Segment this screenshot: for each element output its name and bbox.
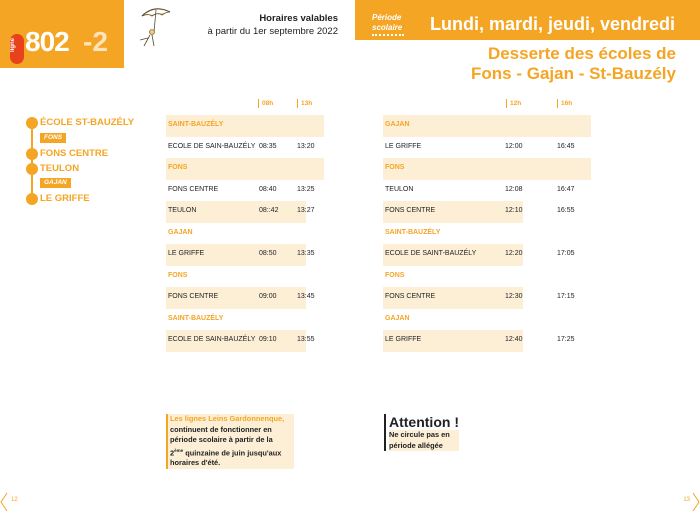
attention-text: Ne circule pas en période allégée [389,430,459,451]
stop-dot [26,117,38,129]
time-cell: 13:27 [297,207,315,214]
periode-dots [372,34,404,36]
place-name: FONS [385,271,405,279]
days-title: Lundi, mardi, jeudi, vendredi [430,14,676,34]
time-cell: 12:00 [505,142,523,150]
time-cell: 12:20 [505,250,523,257]
place-name: GAJAN [385,314,410,322]
place-name: GAJAN [168,228,193,236]
line-suffix: -2 [83,26,108,57]
place-name: LE GRIFFE [385,336,422,343]
town-row [383,309,591,331]
time-cell: 12:10 [505,207,523,214]
page-number-left-text: 12 [11,497,18,503]
place-name: ECOLE DE SAIN-BAUZÉLY [168,142,256,150]
time-cell: 08:40 [259,185,277,193]
validity-text: Horaires valables à partir du 1er septembre 2022 [207,13,338,37]
town-row [383,115,591,137]
line-number: 802 [25,26,69,57]
table-row [383,180,575,202]
route-stop: ÉCOLE ST-BAUZÉLY [26,116,166,128]
place-name: FONS CENTRE [168,185,219,193]
place-name: FONS [385,164,405,171]
right-timetable [383,115,591,352]
place-name: SAINT-BAUZÉLY [385,228,441,236]
stop-dot [26,163,38,175]
left-hour-header-1: 08h [258,99,273,108]
route-stop: LE GRIFFE [26,192,166,204]
town-row [383,266,591,288]
time-cell: 13:20 [297,142,315,150]
time-cell: 09:10 [259,336,277,343]
info-note: Les lignes Leins Gardonnenque, continuent de fonctionner en période scolaire à partir de la 2ème quinzaine de juin jusqu'aux horaires d'été. [166,414,294,469]
time-cell: 08:50 [259,250,277,257]
time-cell: 13:25 [297,185,315,193]
town-row [383,223,591,245]
stop-dot [26,148,38,160]
town-row [166,223,324,245]
stop-dot [26,193,38,205]
attention-title: Attention ! [389,414,459,430]
time-cell: 08:35 [259,142,277,150]
town-row [166,158,324,180]
time-cell: 13:45 [297,293,315,300]
table-row [166,201,315,223]
place-name: ECOLE DE SAINT-BAUZÉLY [385,250,477,257]
place-name: FONS [168,271,188,279]
line-badge: ligne [10,34,24,64]
time-cell: 12:08 [505,185,523,193]
table-row [383,287,575,309]
table-row [383,244,575,266]
time-cell: 16:55 [557,207,575,214]
table-row [383,330,575,352]
left-timetable [166,115,324,352]
time-cell: 08::42 [259,207,279,214]
place-name: FONS CENTRE [385,293,436,300]
place-name: TEULON [168,207,197,214]
place-name: GAJAN [385,121,410,128]
time-cell: 16:47 [557,185,575,193]
time-cell: 12:40 [505,336,523,343]
attention-note [384,414,459,451]
town-row [166,266,324,288]
time-cell: 17:05 [557,250,575,257]
place-name: FONS [168,164,188,171]
place-name: TEULON [385,185,414,193]
table-row [383,137,575,159]
town-badge-gajan: GAJAN [40,178,71,188]
time-cell: 17:15 [557,293,575,300]
time-cell: 12:30 [505,293,523,300]
town-row [166,115,324,137]
place-name: SAINT-BAUZÉLY [168,314,224,322]
time-cell: 16:45 [557,142,575,150]
table-row [166,244,315,266]
route-stop: FONS CENTRE [26,147,166,159]
time-cell: 17:25 [557,336,575,343]
town-badge-fons: FONS [40,133,66,143]
right-hour-header-2: 16h [557,99,572,108]
desserte-title-line2: Fons - Gajan - St-Bauzély [471,64,676,83]
route-stop: TEULON [26,162,166,174]
desserte-title-line1: Desserte des écoles de [487,44,676,63]
town-row [166,309,324,331]
town-row [383,158,591,180]
left-hour-header-2: 13h [297,99,312,108]
table-row [166,180,315,202]
route-diagram [26,116,166,216]
table-row [166,137,315,159]
place-name: LE GRIFFE [385,142,422,150]
time-cell: 13:35 [297,250,315,257]
periode-label: Période scolaire [372,13,403,32]
table-row [166,287,315,309]
place-name: SAINT-BAUZÉLY [168,121,224,128]
page-number-right-text: 13 [683,497,690,503]
table-row [166,330,315,352]
right-hour-header-1: 12h [506,99,521,108]
place-name: LE GRIFFE [168,250,205,257]
place-name: FONS CENTRE [168,293,219,300]
place-name: FONS CENTRE [385,207,436,214]
time-cell: 09:00 [259,293,277,300]
table-row [383,201,575,223]
umbrella-illustration [128,2,178,50]
place-name: ECOLE DE SAIN-BAUZÉLY [168,336,256,343]
time-cell: 13:55 [297,336,315,343]
